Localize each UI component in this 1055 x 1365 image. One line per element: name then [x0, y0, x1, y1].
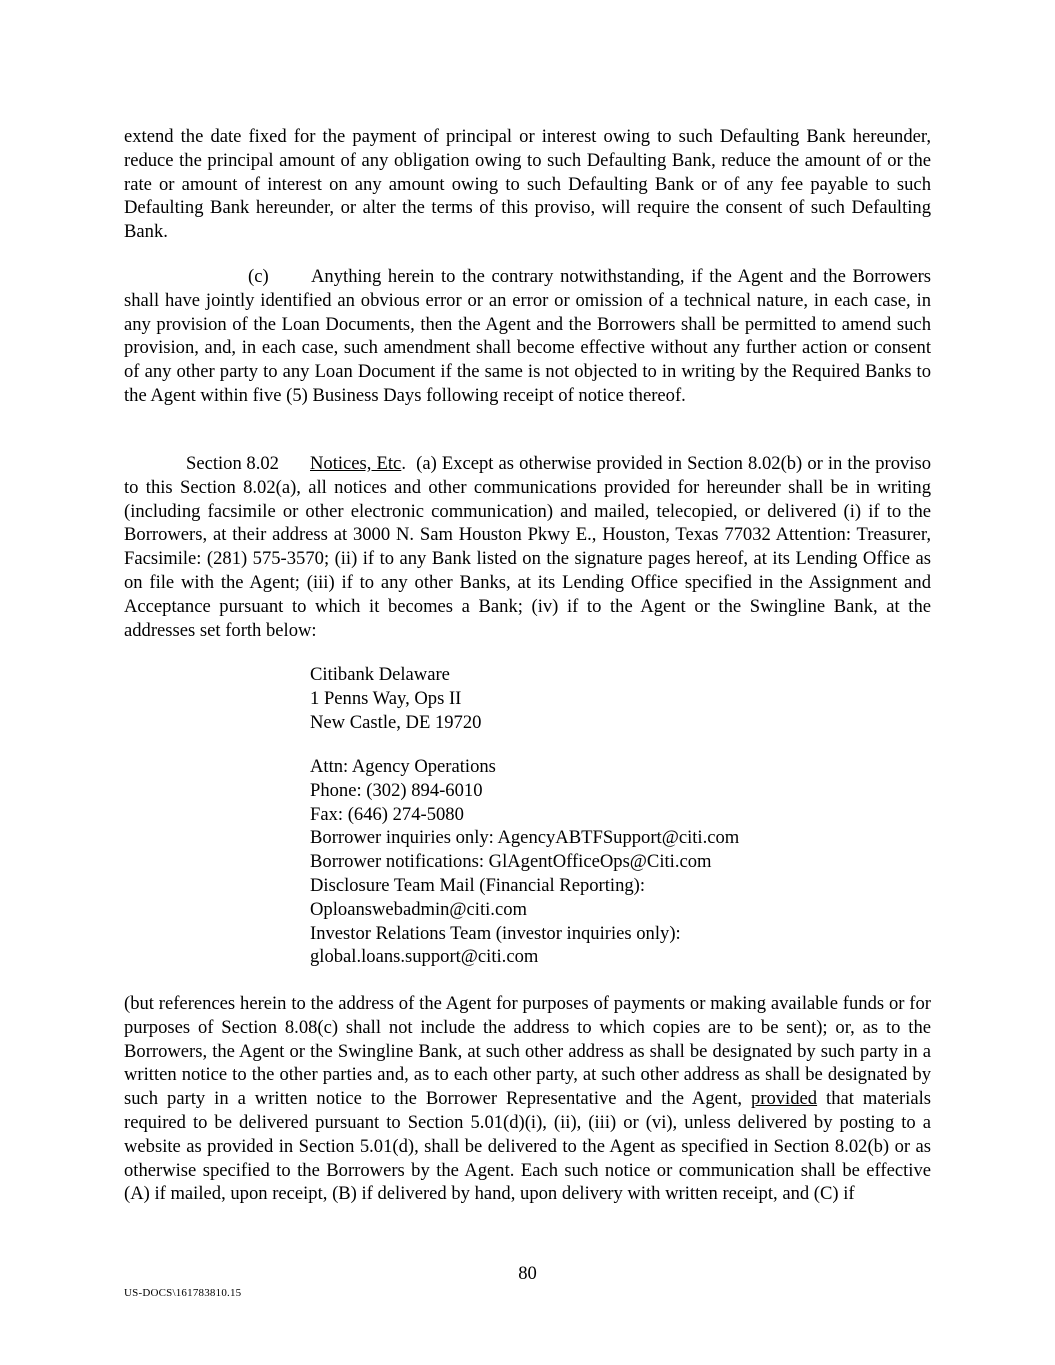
paragraph-defaulting-bank — [124, 125, 931, 244]
section-8-02-notices — [124, 452, 931, 642]
provided-term: provided — [750, 1088, 818, 1110]
paragraph-text: Anything herein to the contrary notwithstanding, if the Agent and the Borrowers shall have jointly identified an obvious error or an error or omission of a technical nature, in each case, in any provision of the Loan Documents, then the Agent and the Borrowers shall be permitted to amend such provision, and, in each case, such amendment shall become effective without any further action or consent of any other party to any Loan Document if the same is not objected to in writing by the Required Banks to the Agent within five (5) Business Days following receipt of notice thereof. — [124, 266, 931, 406]
address-line: New Castle, DE 19720 — [310, 711, 482, 733]
contact-line: global.loans.support@citi.com — [310, 946, 539, 968]
contact-line: Attn: Agency Operations — [310, 756, 496, 777]
contact-line: Oploanswebadmin@citi.com — [310, 898, 527, 920]
address-line: Citibank Delaware — [310, 664, 450, 685]
paragraph-text-before: (but references herein to the address of the Agent for purposes of payments or making available funds or for purposes of Section 8.08(c) shall not include the address to which copies are to be sent); or, as to the Borrowers, the Agent or the Swingline Bank, at such other address as shall be designated by such party in a written notice to the other parties and, as to each other party, at such other address as shall be designated by such party in a written notice to the Borrower Representative and the Agent, — [124, 993, 931, 1110]
section-text: (a) Except as otherwise provided in Section 8.02(b) or in the proviso to this Section 8.02(a), all notices and other communications provided for hereunder shall be in writing (including facsimile or other electronic communication) and mailed, telecopied, or delivered (i) if to the Borrowers, at their address at 3000 N. Sam Houston Pkwy E., Houston, Texas 77032 Attention: Treasurer, Facsimile: (281) 575-3570; (ii) if to any Bank listed on the signature pages hereof, at its Lending Office as on file with the Agent; (iii) if to any other Banks, at its Lending Office specified in the Assignment and Acceptance pursuant to which it becomes a Bank; (iv) if to the Agent or the Swingline Bank, at the addresses set forth below: — [124, 453, 932, 641]
contact-line: Borrower inquiries only: AgencyABTFSupport@citi.com — [310, 827, 740, 849]
contact-line: Disclosure Team Mail (Financial Reporting): — [310, 874, 646, 896]
paragraph-text-after: that materials required to be delivered pursuant to Section 5.01(d)(i), (ii), (iii) or (vi), unless delivered by posting to a website as provided in Section 5.01(d), shall be delivered to the Agent as specified in Section 8.02(b) or as otherwise specified to the Borrowers by the Agent. Each such notice or communication shall be effective (A) if mailed, upon receipt, (B) if delivered by hand, upon delivery with written receipt, and (C) if — [124, 1088, 932, 1205]
section-heading-period: . — [401, 453, 406, 474]
section-heading: Notices, Etc — [310, 453, 402, 474]
section-number: Section 8.02 — [186, 453, 279, 474]
page-number: 80 — [518, 1263, 537, 1284]
paragraph-text: extend the date fixed for the payment of principal or interest owing to such Defaulting Bank hereunder, reduce the principal amount of any obligation owing to such Defaulting Bank, reduce the amount of or the rate or amount of interest on any amount owing to such Defaulting Bank or of any fee payable to such Defaulting Bank hereunder, or alter the terms of this proviso, will require the consent of such Defaulting Bank. — [124, 126, 931, 243]
agent-address-block — [310, 663, 910, 734]
paragraph-address-references — [124, 992, 931, 1206]
paragraph-c-obvious-error — [124, 265, 931, 408]
address-line: 1 Penns Way, Ops II — [310, 687, 462, 709]
contact-line: Borrower notifications: GlAgentOfficeOps@Citi.com — [310, 851, 712, 873]
agent-contact-block — [310, 755, 910, 969]
contact-line: Phone: (302) 894-6010 — [310, 779, 483, 801]
contact-line: Investor Relations Team (investor inquiries only): — [310, 922, 681, 944]
clause-label: (c) — [248, 266, 269, 287]
contact-line: Fax: (646) 274-5080 — [310, 803, 464, 825]
document-id: US-DOCS\161783810.15 — [124, 1287, 242, 1299]
